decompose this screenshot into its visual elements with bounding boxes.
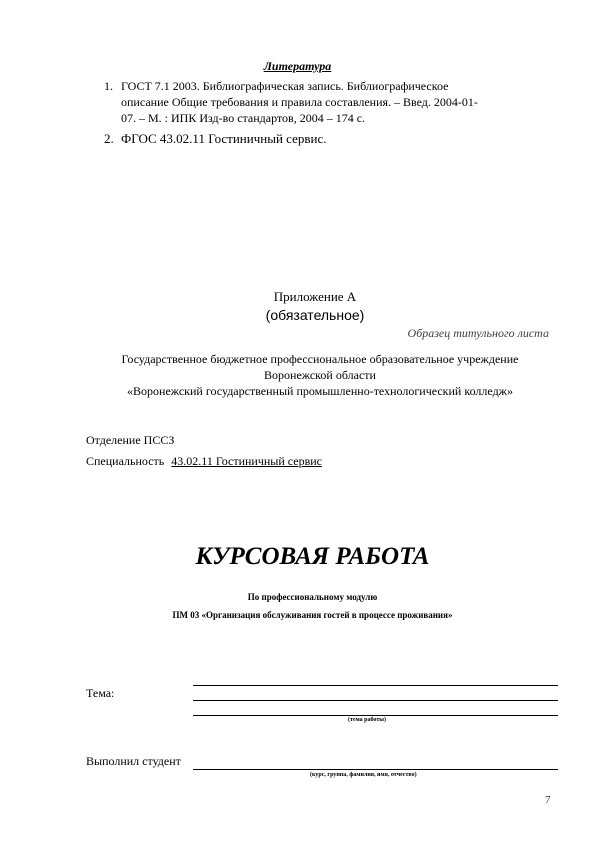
org-line: Государственное бюджетное профессиональное образовательное учреждение bbox=[121, 352, 519, 366]
theme-line bbox=[193, 700, 558, 701]
module-line-1: По профессиональному модулю bbox=[247, 592, 378, 602]
student-hint: (курс, группа, фамилия, имя, отчество) bbox=[310, 772, 417, 778]
reference-line: описание Общие требования и правила составления. – Введ. 2004-01- bbox=[121, 95, 478, 109]
student-label: Выполнил студент bbox=[86, 754, 181, 768]
theme-line bbox=[193, 685, 558, 686]
sample-note: Образец титульного листа bbox=[407, 326, 549, 340]
page-number: 7 bbox=[545, 794, 551, 806]
literature-heading: Литература bbox=[263, 59, 332, 73]
theme-line bbox=[193, 715, 558, 716]
student-line bbox=[193, 769, 558, 770]
organization-name bbox=[0, 351, 595, 399]
theme-label: Тема: bbox=[86, 686, 115, 700]
appendix-label: Приложение А bbox=[273, 289, 357, 304]
theme-hint: (тема работы) bbox=[348, 717, 386, 723]
org-line: «Воронежский государственный промышленно-технологический колледж» bbox=[127, 384, 513, 398]
appendix-mandatory: (обязательное) bbox=[265, 307, 365, 323]
reference-number: 2. bbox=[104, 131, 114, 146]
specialty-label: Специальность bbox=[86, 454, 165, 468]
reference-line: ГОСТ 7.1 2003. Библиографическая запись. Библиографическое bbox=[121, 79, 449, 93]
reference-line: ФГОС 43.02.11 Гостиничный сервис. bbox=[121, 131, 327, 146]
specialty-value: 43.02.11 Гостиничный сервис bbox=[171, 454, 322, 468]
org-line: Воронежской области bbox=[264, 368, 376, 382]
department-label: Отделение ПССЗ bbox=[86, 433, 175, 447]
reference-line: 07. – М. : ИПК Изд-во стандартов, 2004 – 174 с. bbox=[121, 111, 366, 125]
specialty-row bbox=[86, 454, 322, 469]
module-line-2: ПМ 03 «Организация обслуживания гостей в процессе проживания» bbox=[172, 610, 453, 620]
reference-number: 1. bbox=[104, 79, 113, 93]
work-title: КУРСОВАЯ РАБОТА bbox=[195, 543, 430, 570]
